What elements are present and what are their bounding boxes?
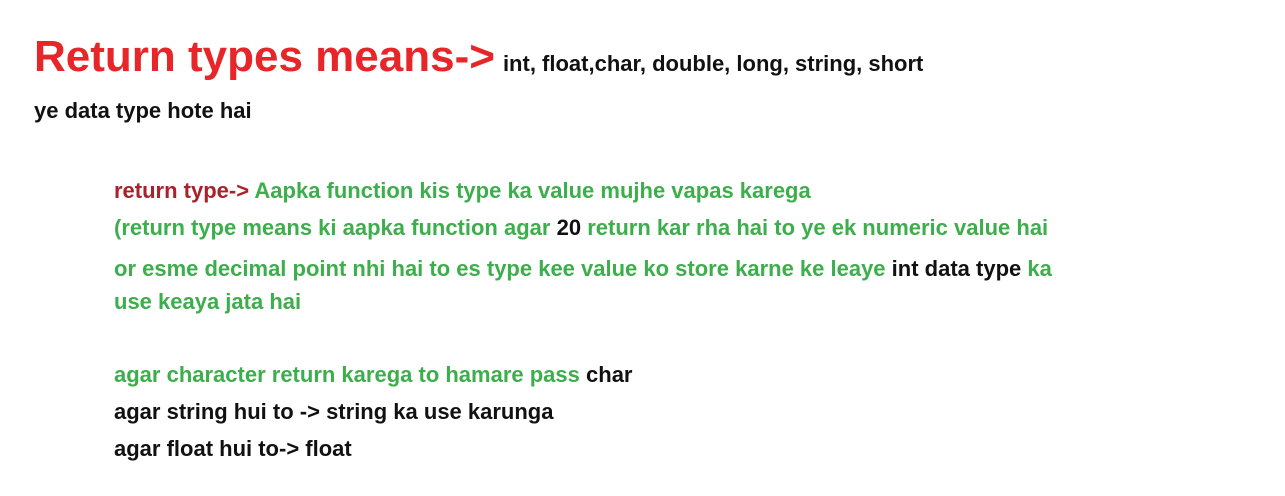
explanation-line-1-start: (return type means ki aapka function agar bbox=[114, 215, 551, 240]
heading-line bbox=[34, 32, 923, 82]
explanation-line-2 bbox=[114, 251, 1052, 287]
explanation-line-3-text: use keaya jata hai bbox=[114, 289, 302, 314]
explanation-line-1-end: return kar rha hai to ye ek numeric value hai bbox=[587, 215, 1049, 240]
example-string-line: agar string hui to -> string ka use karunga bbox=[114, 399, 554, 424]
explanation-line-1 bbox=[114, 210, 1048, 246]
example-char-keyword: char bbox=[586, 362, 633, 387]
definition-label: return type-> bbox=[114, 178, 250, 203]
example-char-line bbox=[114, 357, 633, 393]
explanation-line-2-start: or esme decimal point nhi hai to es type kee value ko store karne ke leaye bbox=[114, 256, 886, 281]
example-float-line: agar float hui to-> float bbox=[114, 436, 352, 461]
explanation-keyword: int data type bbox=[891, 256, 1022, 281]
explanation-number: 20 bbox=[556, 215, 582, 240]
example-char-text: agar character return karega to hamare pass bbox=[114, 362, 580, 387]
explanation-line-2-end: ka bbox=[1027, 256, 1052, 281]
definition-text: Aapka function kis type ka value mujhe vapas karega bbox=[254, 178, 811, 203]
subtitle-line: ye data type hote hai bbox=[34, 98, 252, 123]
data-types-list: int, float,char, double, long, string, short bbox=[502, 51, 924, 76]
page-title: Return types means-> bbox=[34, 32, 495, 81]
definition-line bbox=[114, 173, 811, 209]
explanation-line-3 bbox=[114, 284, 301, 320]
